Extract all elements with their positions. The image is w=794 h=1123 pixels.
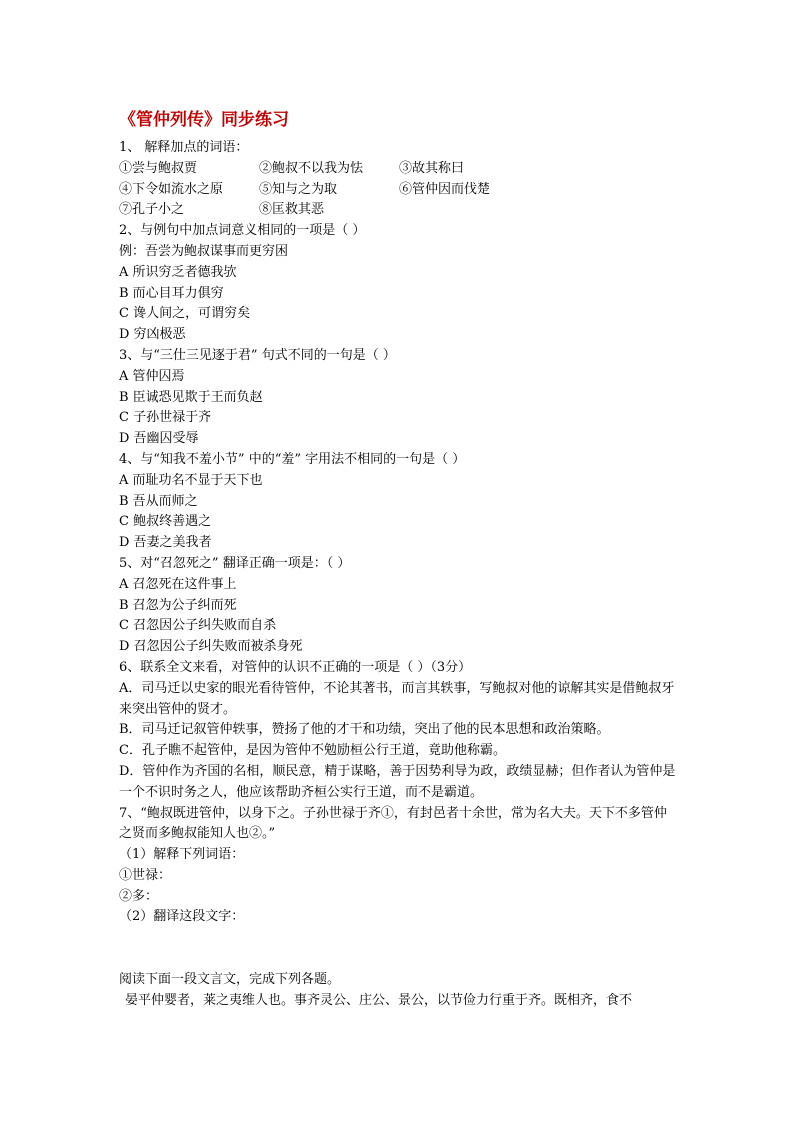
q7-item-2: ②多： — [119, 888, 159, 904]
q1-item-2: ②鲍叔不以我为怯 — [259, 160, 364, 176]
q7-sub-1: （1）解释下列词语： — [119, 847, 245, 863]
q6-option-b: B．司马迁记叙管仲轶事，赞扬了他的才干和功绩，突出了他的民本思想和政治策略。 — [119, 722, 610, 738]
q6-option-c: C．孔子瞧不起管仲，是因为管仲不勉励桓公行王道，竟助他称霸。 — [119, 743, 506, 759]
question-4-stem: 4、与“知我不羞小节” 中的“羞” 字用法不相同的一句是（ ） — [119, 451, 466, 467]
exercise-content — [119, 138, 679, 1011]
q1-item-7: ⑦孔子小之 — [119, 202, 185, 218]
q2-option-c: C 谗人间之，可谓穷矣 — [119, 306, 251, 322]
question-2-stem: 2、与例句中加点词意义相同的一项是（ ） — [119, 223, 366, 239]
q1-item-3: ③故其称曰 — [399, 160, 465, 176]
q3-option-b: B 臣诚恐见欺于王而负赵 — [119, 389, 263, 405]
q4-option-d: D 吾妻之美我者 — [119, 535, 212, 551]
q6-option-a: A．司马迁以史家的眼光看待管仲，不论其著书，而言其轶事，写鲍叔对他的谅解其实是借鲍叔牙来突出管仲的贤才。 — [119, 680, 675, 717]
q1-item-4: ④下令如流水之原 — [119, 181, 224, 197]
question-2-example: 例：吾尝为鲍叔谋事而更穷困 — [119, 243, 289, 259]
question-1-stem: 1、 解释加点的词语： — [119, 140, 249, 155]
reading-passage: 晏平仲婴者，莱之夷维人也。事齐灵公、庄公、景公，以节俭力行重于齐。既相齐，食不 — [125, 992, 633, 1008]
q3-option-c: C 子孙世禄于齐 — [119, 410, 212, 426]
q7-sub-2: （2）翻译这段文字： — [119, 909, 245, 925]
question-1-row-2 — [119, 180, 679, 201]
page-title: 《管仲列传》同步练习 — [119, 110, 289, 130]
q5-option-d: D 召忽因公子纠失败而被杀身死 — [119, 639, 303, 655]
q1-item-1: ①尝与鲍叔贾 — [119, 160, 198, 176]
q5-option-b: B 召忽为公子纠而死 — [119, 597, 237, 613]
question-1-row-1 — [119, 159, 679, 180]
q5-option-a: A 召忽死在这件事上 — [119, 576, 237, 592]
q2-option-a: A 所识穷乏者德我欤 — [119, 264, 237, 280]
q3-option-a: A 管仲囚焉 — [119, 368, 185, 384]
q3-option-d: D 吾幽囚受辱 — [119, 431, 199, 447]
q1-item-5: ⑤知与之为取 — [259, 181, 338, 197]
question-6-stem: 6、联系全文来看，对管仲的认识不正确的一项是（ ）（3分） — [119, 659, 472, 675]
q2-option-d: D 穷凶极恶 — [119, 327, 186, 343]
question-3-stem: 3、与“三仕三见逐于君” 句式不同的一句是（ ） — [119, 347, 396, 363]
reading-intro: 阅读下面一段文言文，完成下列各题。 — [119, 971, 341, 987]
q6-option-d: D．管仲作为齐国的名相，顺民意，精于谋略，善于因势利导为政，政绩显赫；但作者认为管仲是一个不识时务之人，他应该帮助齐桓公实行王道，而不是霸道。 — [119, 763, 676, 800]
spacer — [119, 928, 679, 970]
q2-option-b: B 而心目耳力俱穷 — [119, 285, 224, 301]
q5-option-c: C 召忽因公子纠失败而自杀 — [119, 618, 277, 634]
q4-option-a: A 而耻功名不显于天下也 — [119, 472, 263, 488]
q4-option-b: B 吾从而师之 — [119, 493, 198, 509]
q7-item-1: ①世禄： — [119, 867, 172, 883]
q4-option-c: C 鲍叔终善遇之 — [119, 514, 212, 530]
question-5-stem: 5、对“召忽死之” 翻译正确一项是：（ ） — [119, 555, 351, 571]
question-7-stem: 7、“鲍叔既进管仲，以身下之。子孙世禄于齐①，有封邑者十余世，常为名大夫。天下不多管仲之贤而多鲍叔能知人也②。” — [119, 805, 667, 842]
q1-item-8: ⑧匡救其恶 — [259, 202, 325, 218]
question-1-row-3 — [119, 200, 679, 221]
q1-item-6: ⑥管仲因而伐楚 — [399, 181, 491, 197]
